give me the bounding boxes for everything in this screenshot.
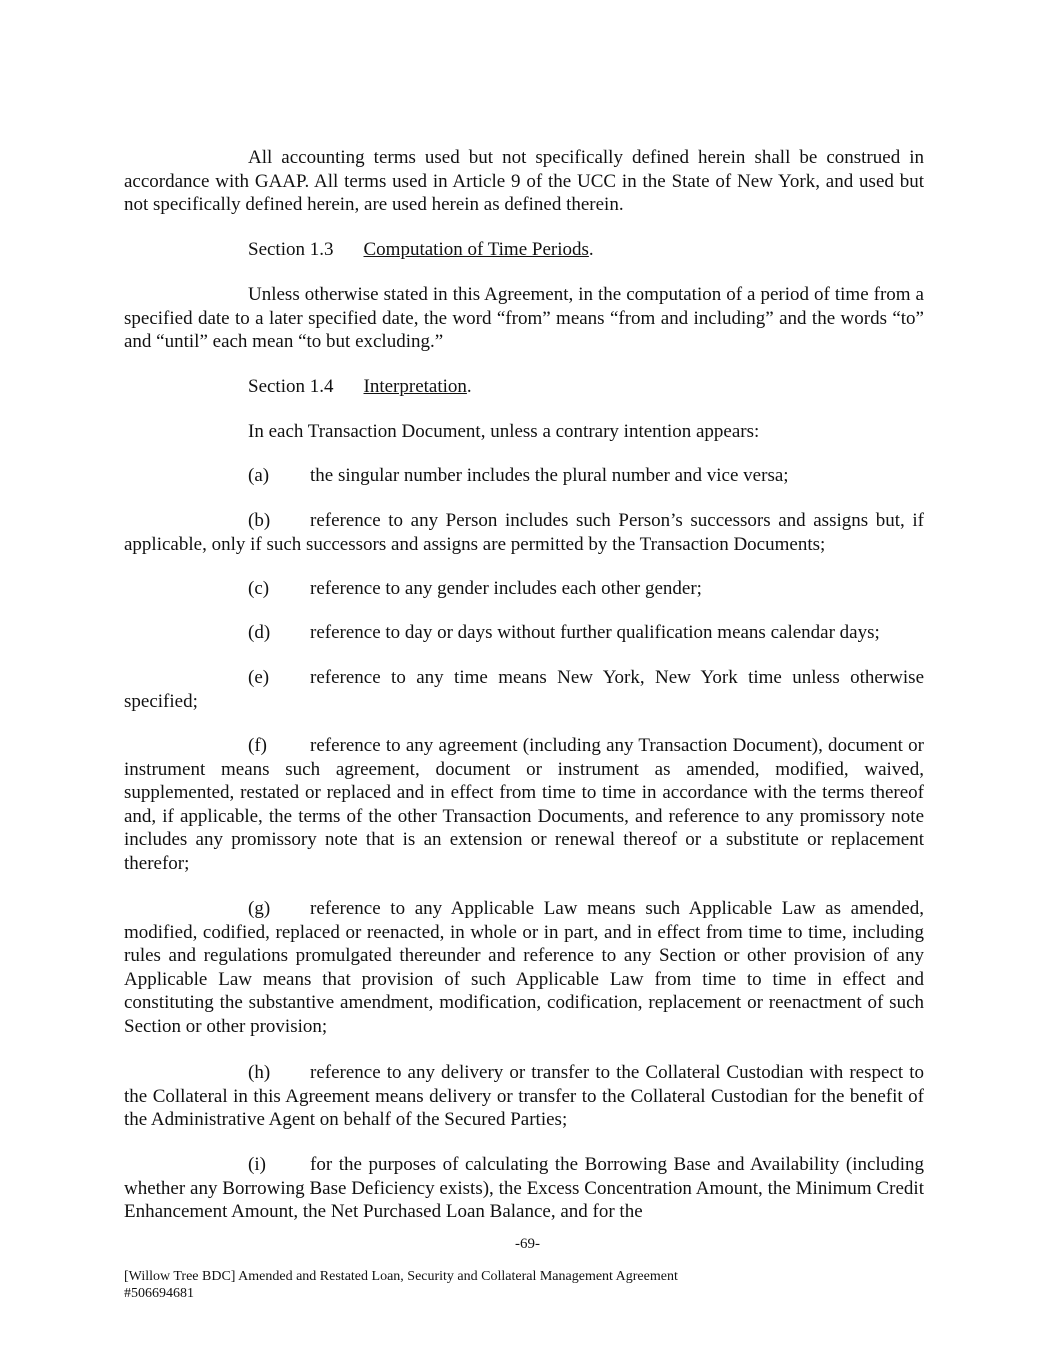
list-item-text: reference to any delivery or transfer to the Collateral Custodian with respect to the Collateral in this Agreement means delivery or transfer to the Collateral Custodian for the benefit of the Administrative Agent on behalf of the Secured Parties; xyxy=(124,1062,924,1130)
list-item-label: (g) xyxy=(248,898,271,919)
list-item-label: (d) xyxy=(248,622,271,643)
list-item xyxy=(124,509,924,556)
list-item-label: (a) xyxy=(248,465,270,486)
list-item-text: reference to any gender includes each other gender; xyxy=(310,578,702,599)
list-item-text: reference to any time means New York, New York time unless otherwise specified; xyxy=(124,667,924,712)
document-footer xyxy=(124,1268,824,1302)
list-item-label: (f) xyxy=(248,735,267,756)
list-item-text: reference to any agreement (including any Transaction Document), document or instrument means such agreement, document or instrument as amended, modified, waived, supplemented, restated or replaced and in effect from time to time in accordance with the terms thereof and, if applicable, the terms of the other Transaction Documents, and reference to any promissory note includes any promissory note that is an extension or renewal thereof or a substitute or replacement therefor; xyxy=(124,735,924,874)
section-number: Section 1.3 xyxy=(248,239,334,260)
page-number: -69- xyxy=(515,1236,540,1252)
list-item xyxy=(124,1061,924,1132)
section-title: Computation of Time Periods xyxy=(363,239,589,260)
list-item xyxy=(124,734,924,875)
paragraph-interpretation-intro: In each Transaction Document, unless a contrary intention appears: xyxy=(248,421,760,442)
list-item-text: the singular number includes the plural number and vice versa; xyxy=(310,465,789,486)
list-item-label: (b) xyxy=(248,510,271,531)
section-title: Interpretation xyxy=(363,376,467,397)
list-item-text: for the purposes of calculating the Borrowing Base and Availability (including whether any Borrowing Base Deficiency exists), the Excess Concentration Amount, the Minimum Credit Enhancement Amount, the Net Purchased Loan Balance, and for the xyxy=(124,1154,924,1222)
section-title-punct: . xyxy=(588,239,594,260)
list-item xyxy=(124,666,924,713)
list-item-label: (h) xyxy=(248,1062,271,1083)
section-title-punct: . xyxy=(466,376,472,397)
list-item xyxy=(124,897,924,1038)
footer-title: [Willow Tree BDC] Amended and Restated Loan, Security and Collateral Management Agreement xyxy=(124,1269,678,1284)
footer-doc-id: #506694681 xyxy=(124,1286,194,1301)
list-item-text: reference to day or days without further qualification means calendar days; xyxy=(310,622,880,643)
list-item xyxy=(124,621,924,645)
list-item-text: reference to any Applicable Law means such Applicable Law as amended, modified, codified, replaced or reenacted, in whole or in part, and in effect from time to time, including rules and regulations promulgated thereunder and reference to any Section or other provision of any Applicable Law means that provision of such Applicable Law from time to time in effect and constituting the substantive amendment, modification, codification, replacement or reenactment of such Section or other provision; xyxy=(124,898,924,1037)
list-item xyxy=(124,1153,924,1224)
section-heading-1-4 xyxy=(248,375,472,399)
list-item-text: reference to any Person includes such Person’s successors and assigns but, if applicable, only if such successors and assigns are permitted by the Transaction Documents; xyxy=(124,510,924,555)
list-item xyxy=(124,577,924,601)
list-item-label: (c) xyxy=(248,578,270,599)
section-heading-1-3 xyxy=(248,238,594,262)
list-item xyxy=(124,464,924,488)
paragraph-time-periods: Unless otherwise stated in this Agreement, in the computation of a period of time from a specified date to a later specified date, the word “from” means “from and including” and the words “to” and “until” each mean “to but excluding.” xyxy=(124,284,924,352)
section-number: Section 1.4 xyxy=(248,376,334,397)
paragraph-accounting-terms: All accounting terms used but not specifically defined herein shall be construed in accordance with GAAP. All terms used in Article 9 of the UCC in the State of New York, and used but not specifically defined herein, are used herein as defined therein. xyxy=(124,147,924,215)
list-item-label: (i) xyxy=(248,1154,266,1175)
list-item-label: (e) xyxy=(248,667,270,688)
